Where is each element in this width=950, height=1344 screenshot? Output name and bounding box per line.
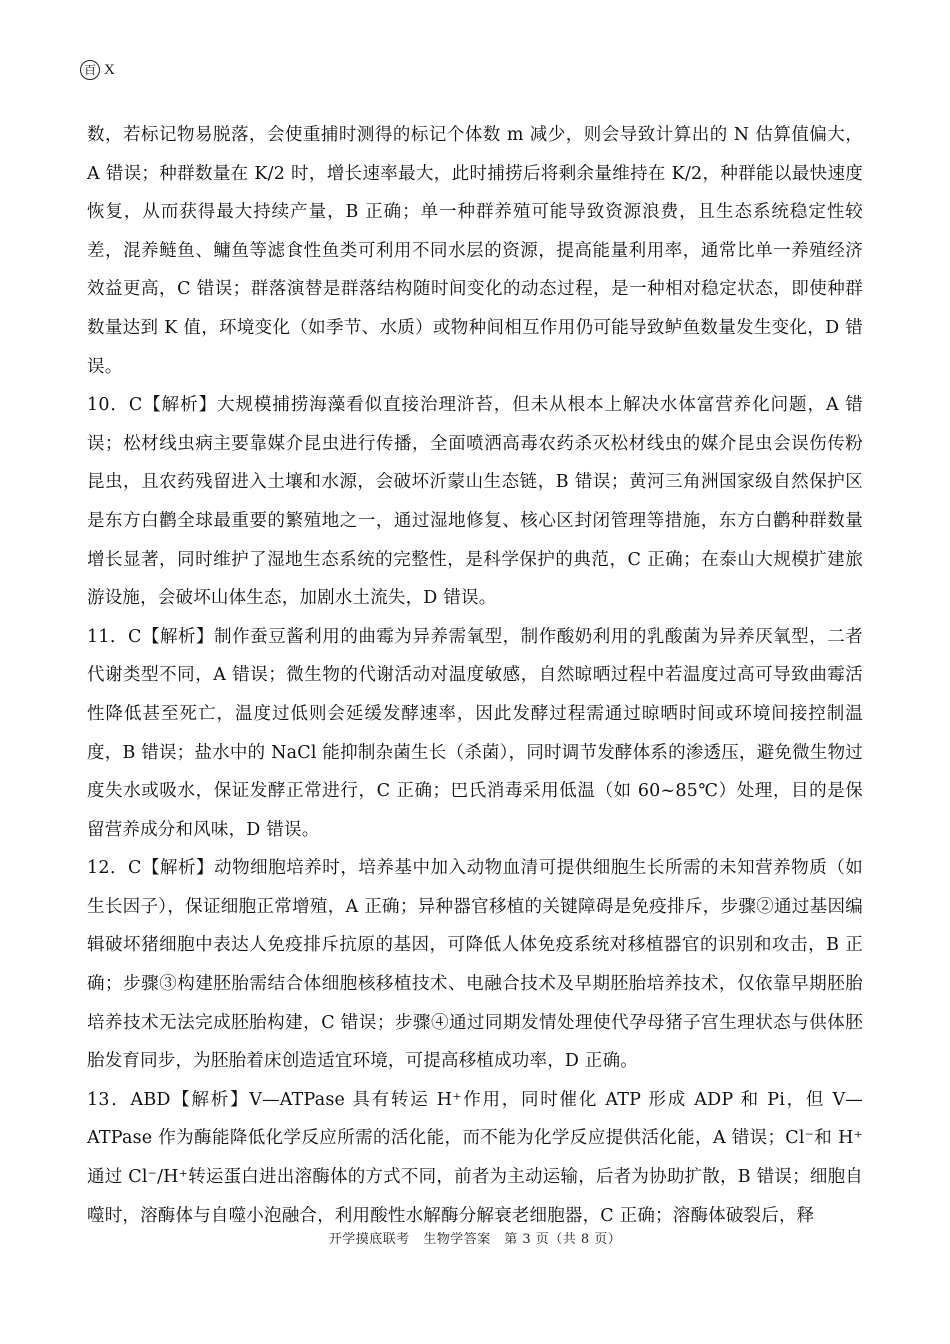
logo [80,58,115,82]
page-footer: 开学摸底联考 生物学答案 第 3 页（共 8 页） [328,1232,622,1247]
paragraph-11: 11．C【解析】制作蚕豆酱利用的曲霉为异养需氧型，制作酸奶利用的乳酸菌为异养厌氧型，二者代谢类型不同，A 错误；微生物的代谢活动对温度敏感，自然晾晒过程中若温度过高可导致曲霉活性降低甚至死亡，温度过低则会延缓发酵速率，因此发酵过程需通过晾晒时间或环境间接控制温度，B 错误；盐水中的 NaCl 能抑制杂菌生长（杀菌），同时调节发酵体系的渗透压，避免微生物过度失水或吸水，保证发酵正常进行，C 正确；巴氏消毒采用低温（如 60~85℃）处理，目的是保留营养成分和风味，D 错误。 [87,626,863,840]
paragraph-9-continued: 数，若标记物易脱落，会使重捕时测得的标记个体数 m 减少，则会导致计算出的 N 估算值偏大，A 错误；种群数量在 K/2 时，增长速率最大，此时捕捞后将剩余量维持在 K/2，种群能以最快速度恢复，从而获得最大持续产量，B 正确；单一种群养殖可能导致资源浪费，且生态系统稳定性较差，混养鲢鱼、鳙鱼等滤食性鱼类可利用不同水层的资源，提高能量利用率，通常比单一养殖经济效益更高，C 错误；群落演替是群落结构随时间变化的动态过程，是一种相对稳定状态，即使种群数量达到 K 值，环境变化（如季节、水质）或物种间相互作用仍可能导致鲈鱼数量发生变化，D 错误。 [87,125,863,377]
answer-body [87,116,863,1235]
logo-suffix: X [104,61,115,78]
logo-mark: 百 [80,60,100,80]
paragraph-12: 12．C【解析】动物细胞培养时，培养基中加入动物血清可提供细胞生长所需的未知营养物质（如生长因子），保证细胞正常增殖，A 正确；异种器官移植的关键障碍是免疫排斥，步骤②通过基因编辑破坏猪细胞中表达人免疫排斥抗原的基因，可降低人体免疫系统对移植器官的识别和攻击，B 正确；步骤③构建胚胎需结合体细胞核移植技术、电融合技术及早期胚胎培养技术，仅依靠早期胚胎培养技术无法完成胚胎构建，C 错误；步骤④通过同期发情处理使代孕母猪子宫生理状态与供体胚胎发育同步，为胚胎着床创造适宜环境，可提高移植成功率，D 正确。 [87,858,863,1072]
paragraph-13: 13．ABD【解析】V—ATPase 具有转运 H⁺作用，同时催化 ATP 形成 ADP 和 Pi，但 V—ATPase 作为酶能降低化学反应所需的活化能，而不能为化学反应提供活化能，A 错误；Cl⁻和 H⁺通过 Cl⁻/H⁺转运蛋白进出溶酶体的方式不同，前者为主动运输，后者为协助扩散，B 错误；细胞自噬时，溶酶体与自噬小泡融合，利用酸性水解酶分解衰老细胞器，C 正确；溶酶体破裂后，释 [87,1089,863,1226]
paragraph-10: 10．C【解析】大规模捕捞海藻看似直接治理浒苔，但未从根本上解决水体富营养化问题，A 错误；松材线虫病主要靠媒介昆虫进行传播，全面喷洒高毒农药杀灭松材线虫的媒介昆虫会误伤传粉昆虫，且农药残留进入土壤和水源，会破坏沂蒙山生态链，B 错误；黄河三角洲国家级自然保护区是东方白鹳全球最重要的繁殖地之一，通过湿地修复、核心区封闭管理等措施，东方白鹳种群数量增长显著，同时维护了湿地生态系统的完整性，是科学保护的典范，C 正确；在泰山大规模扩建旅游设施，会破坏山体生态，加剧水土流失，D 错误。 [87,395,863,609]
